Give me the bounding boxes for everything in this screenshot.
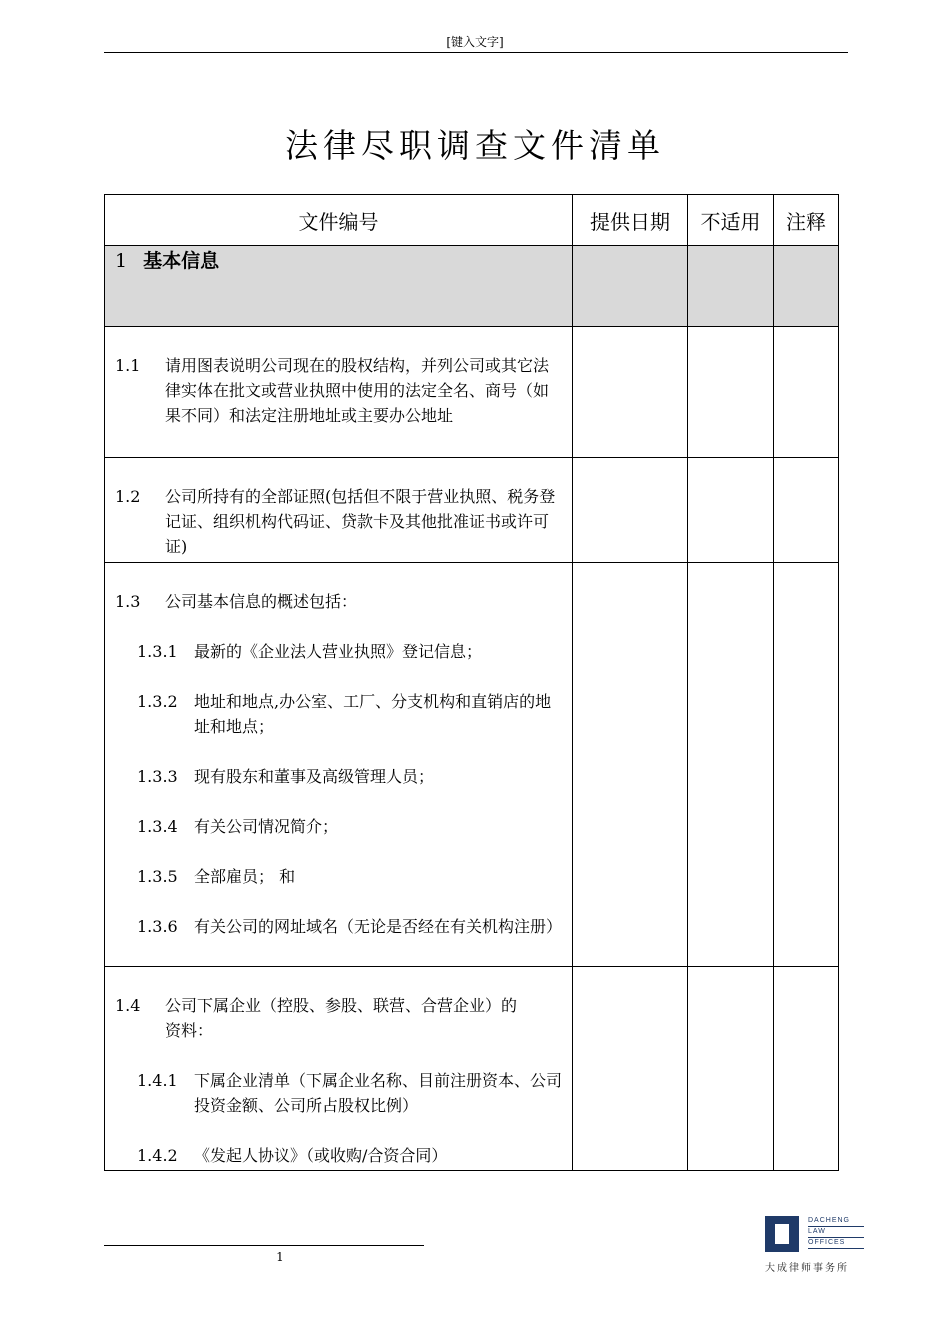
date-provided-cell[interactable] <box>573 458 688 563</box>
page-header-text: [键入文字] <box>446 35 504 49</box>
section-label-cell <box>105 246 573 327</box>
footer-rule <box>104 1245 424 1246</box>
item-text: 地址和地点,办公室、工厂、分支机构和直销店的地址和地点； <box>194 692 552 736</box>
table-header-row <box>105 195 839 246</box>
item-cell <box>105 327 573 458</box>
item-text: 全部雇员； 和 <box>194 867 296 886</box>
logo-en-line: OFFICES <box>808 1238 864 1249</box>
item-number: 1.1 <box>115 356 141 375</box>
section-title: 基本信息 <box>143 250 220 272</box>
list-item <box>105 993 572 1043</box>
item-cell <box>105 967 573 1171</box>
date-provided-cell[interactable] <box>573 967 688 1171</box>
item-text: 公司基本信息的概述包括： <box>165 592 358 611</box>
column-header-notes: 注释 <box>774 195 839 246</box>
checklist-table <box>104 194 839 1171</box>
item-number: 1.4 <box>115 996 141 1015</box>
section-notes-cell <box>774 246 839 327</box>
section-label <box>105 246 572 273</box>
page-number: 1 <box>276 1250 284 1264</box>
table-row <box>105 327 839 458</box>
notes-cell[interactable] <box>774 967 839 1171</box>
item-number: 1.3.3 <box>137 767 178 786</box>
header-rule <box>104 52 848 53</box>
item-text: 公司下属企业（控股、参股、联营、合营企业）的资料： <box>165 996 518 1040</box>
list-item <box>105 1143 572 1168</box>
not-applicable-cell[interactable] <box>688 563 774 967</box>
notes-cell[interactable] <box>774 458 839 563</box>
item-cell <box>105 563 573 967</box>
item-number: 1.4.2 <box>137 1146 178 1165</box>
item-number: 1.3.4 <box>137 817 178 836</box>
list-item <box>105 814 572 839</box>
not-applicable-cell[interactable] <box>688 458 774 563</box>
item-number: 1.3.1 <box>137 642 178 661</box>
item-text: 请用图表说明公司现在的股权结构，并列公司或其它法律实体在批文或营业执照中使用的法定全名、商号（如果不同）和法定注册地址或主要办公地址 <box>165 356 550 425</box>
table-row <box>105 458 839 563</box>
date-provided-cell[interactable] <box>573 563 688 967</box>
item-number: 1.3.5 <box>137 867 178 886</box>
item-text: 现有股东和董事及高级管理人员； <box>194 767 435 786</box>
list-item <box>105 914 572 939</box>
column-header-doc-number: 文件编号 <box>105 195 573 246</box>
item-text: 有关公司情况简介； <box>194 817 339 836</box>
list-item <box>105 764 572 789</box>
list-item <box>105 353 572 428</box>
list-item <box>105 589 572 614</box>
list-item <box>105 864 572 889</box>
column-header-not-applicable: 不适用 <box>688 195 774 246</box>
section-row-basic-info <box>105 246 839 327</box>
item-text: 《发起人协议》（或收购/合资合同） <box>194 1146 448 1165</box>
not-applicable-cell[interactable] <box>688 327 774 458</box>
section-date-cell <box>573 246 688 327</box>
item-number: 1.3 <box>115 592 141 611</box>
item-number: 1.3.2 <box>137 692 178 711</box>
table-row <box>105 967 839 1171</box>
list-item <box>105 639 572 664</box>
section-number: 1 <box>115 250 128 272</box>
notes-cell[interactable] <box>774 563 839 967</box>
list-item <box>105 689 572 739</box>
item-text: 下属企业清单（下属企业名称、目前注册资本、公司投资金额、公司所占股权比例） <box>194 1071 563 1115</box>
table-row <box>105 563 839 967</box>
item-number: 1.4.1 <box>137 1071 178 1090</box>
logo-chinese-name: 大成律师事务所 <box>765 1263 849 1274</box>
logo-en-line: LAW <box>808 1227 864 1238</box>
dacheng-logo-mark-icon <box>765 1216 799 1252</box>
item-text: 有关公司的网址域名（无论是否经在有关机构注册） <box>194 917 563 936</box>
list-item <box>105 1068 572 1118</box>
column-header-date-provided: 提供日期 <box>573 195 688 246</box>
notes-cell[interactable] <box>774 327 839 458</box>
section-na-cell <box>688 246 774 327</box>
item-text: 最新的《企业法人营业执照》登记信息； <box>194 642 483 661</box>
logo-en-line: DACHENG <box>808 1216 864 1227</box>
not-applicable-cell[interactable] <box>688 967 774 1171</box>
document-title: 法律尽职调查文件清单 <box>285 126 665 165</box>
item-number: 1.3.6 <box>137 917 178 936</box>
logo-english-name <box>808 1216 864 1249</box>
item-cell <box>105 458 573 563</box>
item-number: 1.2 <box>115 487 141 506</box>
list-item <box>105 484 572 559</box>
date-provided-cell[interactable] <box>573 327 688 458</box>
item-text: 公司所持有的全部证照(包括但不限于营业执照、税务登记证、组织机构代码证、贷款卡及其他批准证书或许可证) <box>165 487 556 556</box>
